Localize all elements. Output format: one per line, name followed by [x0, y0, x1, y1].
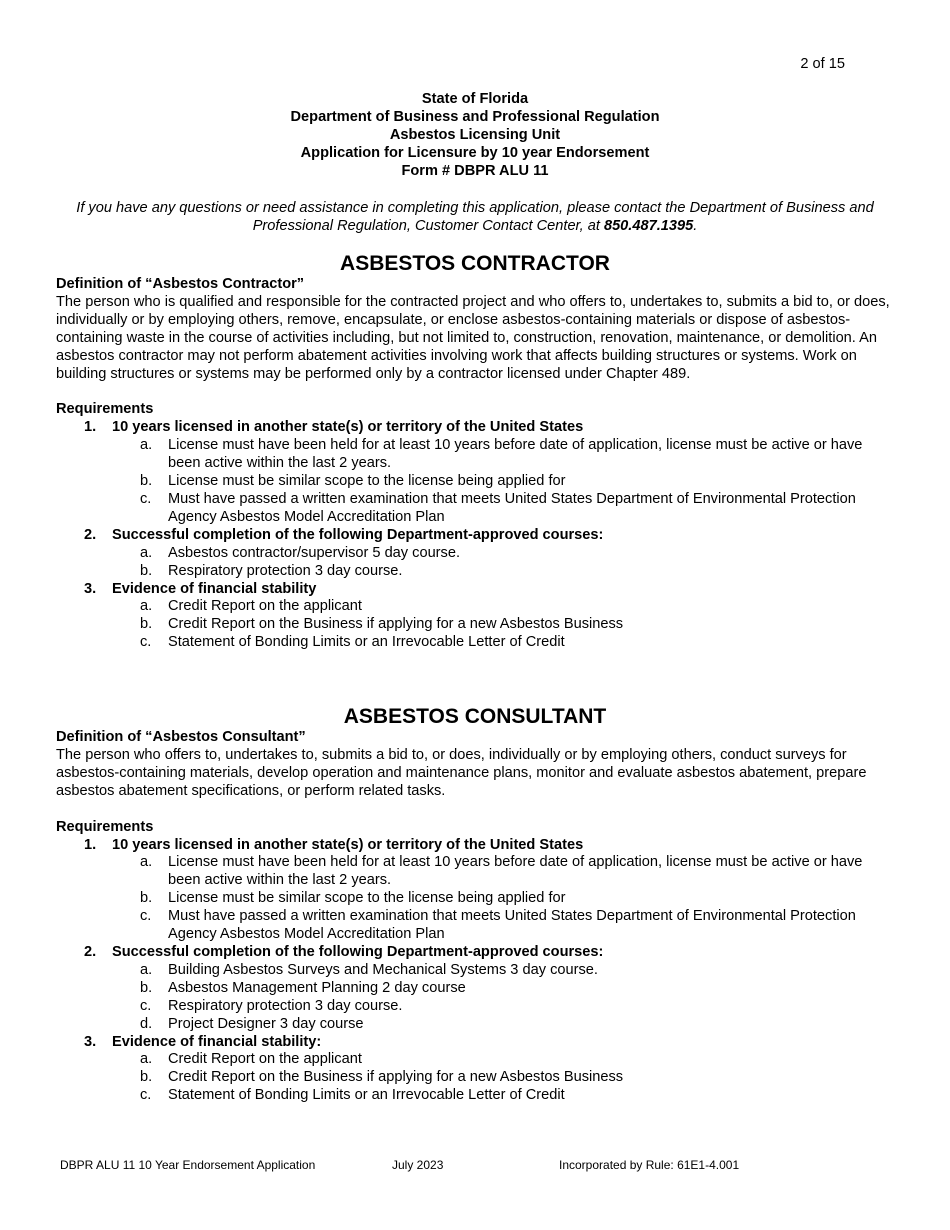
consultant-requirements-heading: Requirements — [56, 818, 154, 835]
sub-item — [112, 908, 894, 944]
sub-list — [112, 962, 894, 1034]
sub-item — [112, 563, 894, 581]
requirement-item — [56, 581, 894, 653]
sub-text: License must have been held for at least 10 years before date of application, license must be active or have been active within the last 2 years. — [168, 437, 863, 472]
contact-end: . — [693, 218, 698, 234]
sub-letter: b. — [140, 1069, 153, 1086]
contractor-definition-heading: Definition of “Asbestos Contractor” — [56, 276, 305, 292]
sub-letter: b. — [140, 616, 153, 633]
header-state: State of Florida — [421, 91, 529, 107]
sub-letter: c. — [140, 1087, 152, 1104]
sub-list — [112, 1051, 894, 1105]
sub-letter: a. — [140, 437, 153, 454]
sub-item — [112, 1069, 894, 1087]
requirement-number: 2. — [84, 526, 97, 543]
requirement-number: 3. — [84, 580, 97, 597]
sub-list — [112, 545, 894, 581]
sub-item — [112, 854, 894, 890]
consultant-definition-text: The person who offers to, undertakes to, submits a bid to, or does, individually or by employing others, conduct surveys for asbestos-containing materials, develop operation and maintenance plans, monitor and evaluate asbestos abatement, prepare asbestos abatement specifications, or perform related tasks. — [56, 746, 867, 799]
sub-text: Must have passed a written examination that meets United States Department of Environmental Protection Agency Asbestos Model Accreditation Plan — [168, 490, 856, 525]
page-number: 2 of 15 — [800, 56, 845, 72]
sub-text: Credit Report on the applicant — [168, 598, 362, 615]
sub-text: Statement of Bonding Limits or an Irrevocable Letter of Credit — [168, 634, 565, 651]
contractor-section — [56, 252, 894, 652]
sub-text: License must be similar scope to the license being applied for — [168, 473, 566, 490]
footer-form-name: DBPR ALU 11 10 Year Endorsement Application — [60, 1158, 316, 1172]
sub-text: Asbestos Management Planning 2 day course — [168, 979, 466, 996]
requirement-item — [56, 527, 894, 581]
sub-letter: c. — [140, 490, 152, 507]
sub-letter: b. — [140, 890, 153, 907]
sub-item — [112, 1016, 894, 1034]
header-application-title: Application for Licensure by 10 year Endorsement — [300, 145, 650, 161]
consultant-definition-heading: Definition of “Asbestos Consultant” — [56, 729, 306, 745]
requirement-item — [56, 837, 894, 944]
footer-date: July 2023 — [392, 1158, 444, 1172]
header-department: Department of Business and Professional Regulation — [290, 109, 660, 125]
requirement-item — [56, 944, 894, 1034]
sub-letter: c. — [140, 634, 152, 651]
sub-letter: d. — [140, 1015, 153, 1032]
requirement-item — [56, 1034, 894, 1106]
sub-item — [112, 1051, 894, 1069]
sub-item — [112, 437, 894, 473]
header-form-number: Form # DBPR ALU 11 — [401, 163, 549, 179]
sub-item — [112, 1087, 894, 1105]
requirement-number: 2. — [84, 943, 97, 960]
contact-notice — [56, 199, 894, 235]
sub-text: Respiratory protection 3 day course. — [168, 562, 403, 579]
sub-list — [112, 854, 894, 944]
sub-letter: a. — [140, 598, 153, 615]
sub-list — [112, 437, 894, 527]
sub-text: Must have passed a written examination that meets United States Department of Environmental Protection Agency Asbestos Model Accreditation Plan — [168, 908, 856, 943]
requirement-title: Evidence of financial stability: — [112, 1033, 322, 1050]
sub-text: Credit Report on the applicant — [168, 1051, 362, 1068]
sub-item — [112, 980, 894, 998]
sub-text: Statement of Bonding Limits or an Irrevocable Letter of Credit — [168, 1087, 565, 1104]
sub-letter: a. — [140, 544, 153, 561]
contractor-requirements-list — [56, 419, 894, 652]
sub-text: Project Designer 3 day course — [168, 1015, 364, 1032]
sub-text: License must be similar scope to the license being applied for — [168, 890, 566, 907]
requirement-title: Evidence of financial stability — [112, 580, 317, 597]
sub-text: Asbestos contractor/supervisor 5 day course. — [168, 544, 461, 561]
consultant-requirements-list — [56, 837, 894, 1106]
requirement-number: 3. — [84, 1033, 97, 1050]
requirement-title: Successful completion of the following Department-approved courses: — [112, 943, 604, 960]
sub-list — [112, 598, 894, 652]
sub-text: Respiratory protection 3 day course. — [168, 997, 403, 1014]
sub-text: Building Asbestos Surveys and Mechanical Systems 3 day course. — [168, 961, 598, 978]
sub-letter: a. — [140, 1051, 153, 1068]
contractor-title: ASBESTOS CONTRACTOR — [340, 252, 610, 275]
requirement-title: 10 years licensed in another state(s) or territory of the United States — [112, 419, 584, 436]
sub-text: Credit Report on the Business if applying for a new Asbestos Business — [168, 616, 624, 633]
contractor-requirements-heading: Requirements — [56, 401, 154, 418]
sub-letter: c. — [140, 908, 152, 925]
footer-rule: Incorporated by Rule: 61E1-4.001 — [559, 1158, 740, 1172]
sub-item — [112, 598, 894, 616]
contact-text: If you have any questions or need assistance in completing this application, please contact the Department of Business and Professional Regulation, Customer Contact Center, at — [76, 200, 874, 234]
sub-letter: a. — [140, 961, 153, 978]
sub-text: Credit Report on the Business if applying for a new Asbestos Business — [168, 1069, 624, 1086]
sub-letter: b. — [140, 473, 153, 490]
header-unit: Asbestos Licensing Unit — [389, 127, 561, 143]
contact-phone: 850.487.1395 — [603, 218, 694, 234]
sub-item — [112, 473, 894, 491]
sub-text: License must have been held for at least 10 years before date of application, license must be active or have been active within the last 2 years. — [168, 854, 863, 889]
contractor-definition-text: The person who is qualified and responsible for the contracted project and who offers to, undertakes to, submits a bid to, or does, individually or by employing others, remove, encapsulate, or enclose asbestos-containing materials or dispose of asbestos-containing waste in the course of activities including, but not limited to, construction, renovation, maintenance, or demolition. An asbestos contractor may not perform abatement activities involving work that affects building structures or systems. Work on building structures or systems may be performed only by a contractor licensed under Chapter 489. — [56, 293, 890, 382]
sub-item — [112, 890, 894, 908]
consultant-title: ASBESTOS CONSULTANT — [343, 705, 607, 728]
sub-item — [112, 491, 894, 527]
sub-item — [112, 962, 894, 980]
sub-item — [112, 616, 894, 634]
sub-letter: b. — [140, 562, 153, 579]
sub-item — [112, 998, 894, 1016]
sub-item — [112, 634, 894, 652]
sub-letter: b. — [140, 979, 153, 996]
requirement-number: 1. — [84, 419, 97, 436]
requirement-number: 1. — [84, 836, 97, 853]
document-header — [0, 90, 950, 180]
sub-letter: c. — [140, 997, 152, 1014]
requirement-title: Successful completion of the following Department-approved courses: — [112, 526, 604, 543]
sub-letter: a. — [140, 854, 153, 871]
sub-item — [112, 545, 894, 563]
consultant-section — [56, 705, 894, 1105]
requirement-item — [56, 419, 894, 526]
requirement-title: 10 years licensed in another state(s) or territory of the United States — [112, 836, 584, 853]
